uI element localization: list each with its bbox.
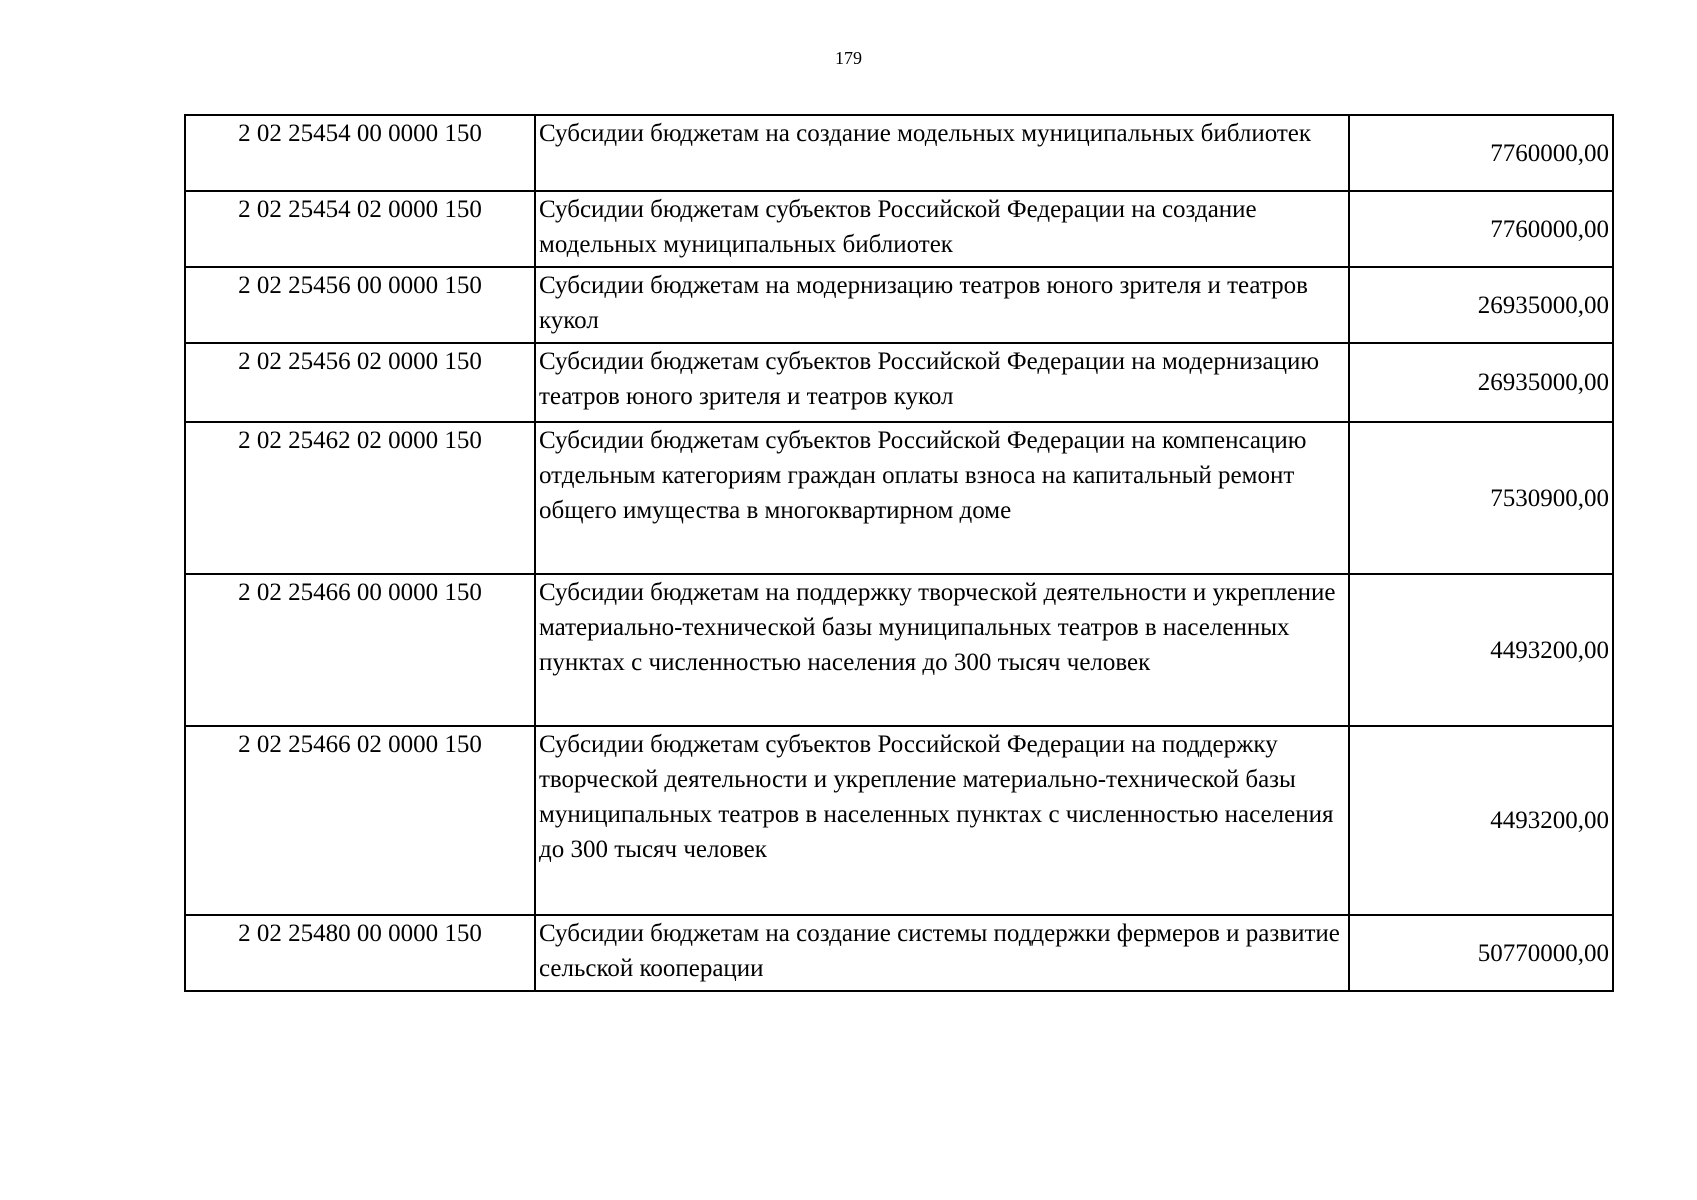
amount-cell: 26935000,00 bbox=[1349, 343, 1613, 422]
amount-cell: 7530900,00 bbox=[1349, 422, 1613, 574]
code-cell: 2 02 25466 02 0000 150 bbox=[185, 726, 535, 915]
code-cell: 2 02 25454 00 0000 150 bbox=[185, 115, 535, 191]
table-row bbox=[185, 343, 1613, 422]
name-cell: Субсидии бюджетам на создание системы поддержки фермеров и развитие сельской кооперации bbox=[535, 915, 1349, 991]
budget-table bbox=[184, 114, 1614, 992]
name-cell: Субсидии бюджетам на поддержку творческой деятельности и укрепление материально-технической базы муниципальных театров в населенных пунктах с численностью населения до 300 тысяч человек bbox=[535, 574, 1349, 726]
code-cell: 2 02 25462 02 0000 150 bbox=[185, 422, 535, 574]
code-cell: 2 02 25466 00 0000 150 bbox=[185, 574, 535, 726]
code-cell: 2 02 25480 00 0000 150 bbox=[185, 915, 535, 991]
amount-cell: 4493200,00 bbox=[1349, 574, 1613, 726]
name-cell: Субсидии бюджетам на создание модельных муниципальных библиотек bbox=[535, 115, 1349, 191]
amount-cell: 7760000,00 bbox=[1349, 191, 1613, 267]
amount-cell: 50770000,00 bbox=[1349, 915, 1613, 991]
name-cell: Субсидии бюджетам субъектов Российской Федерации на модернизацию театров юного зрителя и театров кукол bbox=[535, 343, 1349, 422]
table-row bbox=[185, 267, 1613, 343]
amount-cell: 4493200,00 bbox=[1349, 726, 1613, 915]
page-number: 179 bbox=[835, 48, 862, 68]
code-cell: 2 02 25454 02 0000 150 bbox=[185, 191, 535, 267]
table-row bbox=[185, 422, 1613, 574]
name-cell: Субсидии бюджетам субъектов Российской Федерации на компенсацию отдельным категориям граждан оплаты взноса на капитальный ремонт общего имущества в многоквартирном доме bbox=[535, 422, 1349, 574]
amount-cell: 26935000,00 bbox=[1349, 267, 1613, 343]
table-row bbox=[185, 915, 1613, 991]
name-cell: Субсидии бюджетам субъектов Российской Федерации на поддержку творческой деятельности и укрепление материально-технической базы муниципальных театров в населенных пунктах с численностью населения до 300 тысяч человек bbox=[535, 726, 1349, 915]
table-row bbox=[185, 115, 1613, 191]
table-row bbox=[185, 726, 1613, 915]
code-cell: 2 02 25456 02 0000 150 bbox=[185, 343, 535, 422]
code-cell: 2 02 25456 00 0000 150 bbox=[185, 267, 535, 343]
table-row bbox=[185, 574, 1613, 726]
amount-cell: 7760000,00 bbox=[1349, 115, 1613, 191]
table-row bbox=[185, 191, 1613, 267]
name-cell: Субсидии бюджетам субъектов Российской Федерации на создание модельных муниципальных библиотек bbox=[535, 191, 1349, 267]
name-cell: Субсидии бюджетам на модернизацию театров юного зрителя и театров кукол bbox=[535, 267, 1349, 343]
